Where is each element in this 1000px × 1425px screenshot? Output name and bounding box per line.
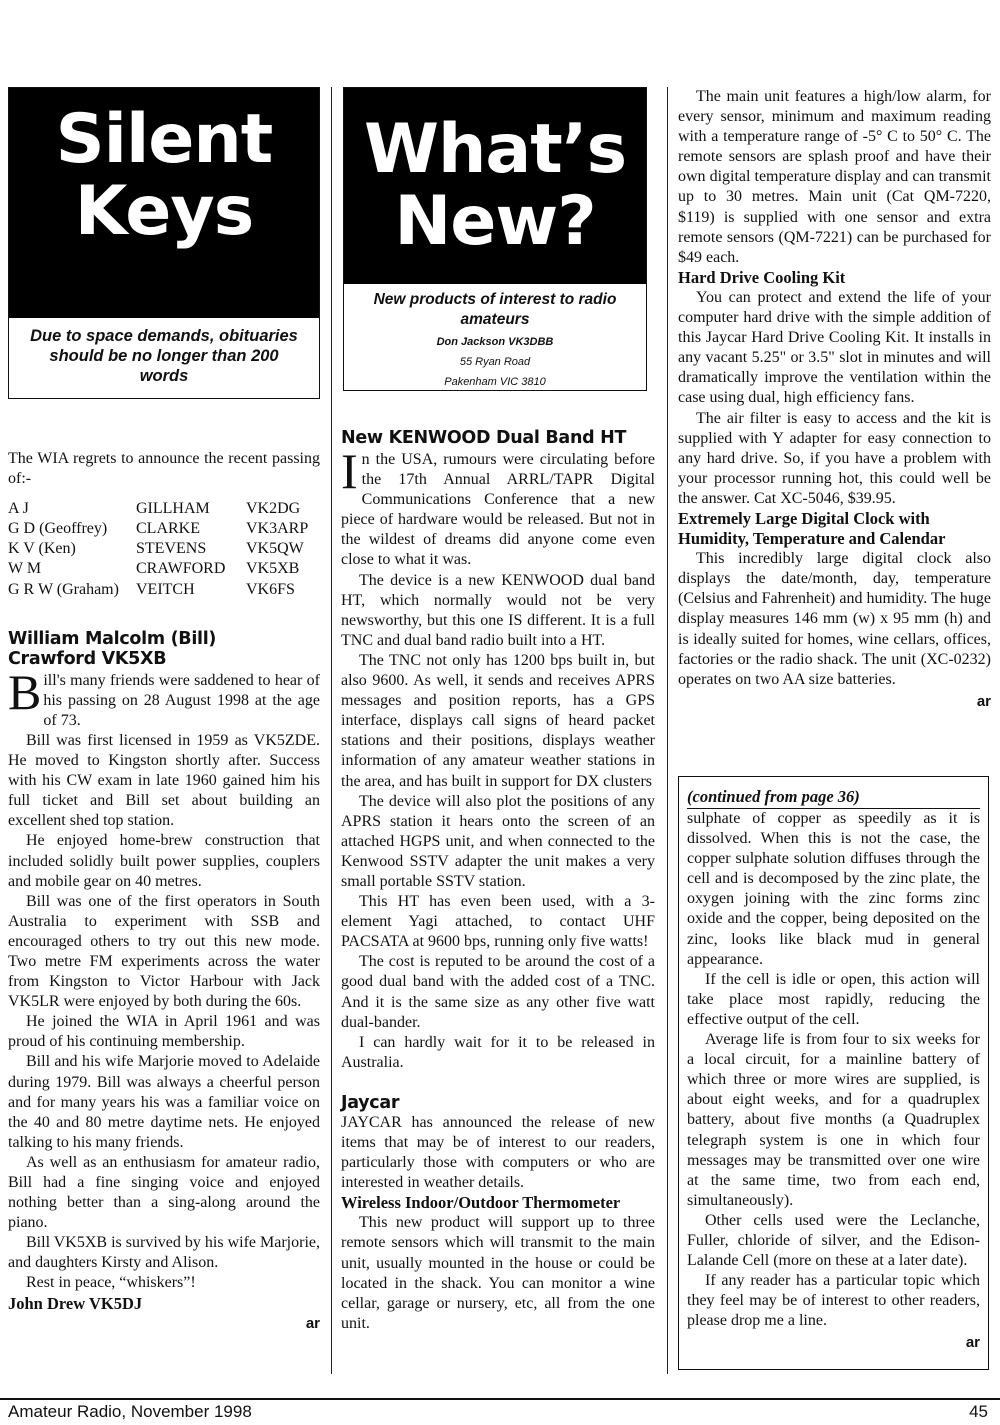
name-surname: CLARKE (136, 520, 200, 538)
silent-keys-names-table (8, 499, 318, 599)
footer-publication: Amateur Radio, November 1998 (8, 1402, 252, 1421)
whats-new-address: Pakenham VIC 3810 (444, 376, 546, 388)
end-mark: ar (976, 692, 991, 710)
hard-drive-paragraph: You can protect and extend the life of your computer hard drive with the simple addition of this Jaycar Hard Drive Cooling Kit. It installs in any vacant 5.25" or 3.5" slot in minutes and will dramatically improve the ventilation within the case using dual, high efficiency fans. (678, 288, 991, 407)
name-row (8, 580, 318, 600)
obituary-paragraph: He joined the WIA in April 1961 and was proud of his continuing membership. (8, 1013, 320, 1051)
name-row (8, 559, 318, 579)
thermometer-paragraph: The main unit features a high/low alarm, for every sensor, minimum and maximum reading with a temperature range of -5° C to 50° C. The remote sensors are splash proof and have their own digital temperature display and can transmit up to 30 metres. Main unit (Cat QM-7220, $119) is supplied with one sensor and extra remote sensors (QM-7221) can be purchased for $49 each. (678, 88, 991, 266)
jaycar-paragraph: JAYCAR has announced the release of new items that may be of interest to our readers, particularly those with computers or who are interested in weather details. (341, 1113, 655, 1192)
name-row (8, 539, 318, 559)
silent-keys-title-line2: Keys (74, 172, 254, 251)
kenwood-paragraph: The cost is reputed to be around the cost of a good dual band with the added cost of a TNC. And it is the same size as any other five watt dual-bander. (341, 953, 655, 1031)
name-given: W M (8, 560, 42, 578)
obituary-heading: William Malcolm (Bill) Crawford VK5XB (8, 628, 217, 669)
name-row (8, 499, 318, 519)
silent-keys-column (8, 87, 320, 1334)
clock-paragraph: This incredibly large digital clock also displays the date/month, day, temperature (Celsius and Fahrenheit) and humidity. The huge display measures 146 mm (w) x 95 mm (h) and is ideally suited for homes, wine cellars, offices, factories or the radio shack. The unit (XC-0232) operates on two AA size batteries. (678, 550, 991, 688)
name-surname: VEITCH (136, 580, 195, 598)
thermometer-heading: Wireless Indoor/Outdoor Thermometer (341, 1193, 621, 1213)
kenwood-dropcap: I (341, 443, 358, 499)
silent-keys-intro: The WIA regrets to announce the recent passing of:- (8, 450, 320, 488)
kenwood-heading: New KENWOOD Dual Band HT (341, 428, 627, 448)
kenwood-paragraph: I can hardly wait for it to be released in Australia. (341, 1033, 655, 1071)
silent-keys-title-line1: Silent (55, 100, 273, 179)
obituary-paragraph: As well as an enthusiasm for amateur radio, Bill had a fine singing voice and enjoyed nothing better than a sing-along around the piano. (8, 1153, 320, 1232)
jaycar-continued-column (678, 87, 991, 712)
silent-keys-note: Due to space demands, obituaries should be no longer than 200 words (30, 327, 298, 385)
continued-paragraph: Other cells used were the Leclanche, Fuller, chloride of silver, and the Edison-Lalande Cell (more on these at a later date). (687, 1211, 980, 1270)
clock-heading: Extremely Large Digital Clock with Humidity, Temperature and Calendar (678, 508, 946, 549)
name-surname: STEVENS (136, 540, 207, 558)
silent-keys-title-box (8, 87, 320, 399)
name-row (8, 519, 318, 539)
name-callsign: VK5XB (246, 560, 300, 578)
obituary-author: John Drew VK5DJ (8, 1293, 143, 1313)
end-mark: ar (305, 1314, 320, 1332)
obituary-dropcap: B (8, 663, 42, 720)
kenwood-paragraph: The device is a new KENWOOD dual band HT, which normally would not be very newsworthy, but this one IS different. It is a full TNC and dual band radio built into a HT. (341, 571, 655, 649)
kenwood-paragraph: This HT has even been used, with a 3-element Yagi attached, to contact UHF PACSATA at 9600 bps, running only five watts! (341, 893, 655, 951)
name-given: A J (8, 500, 29, 518)
silent-keys-banner (9, 88, 319, 318)
continued-paragraph: sulphate of copper as speedily as it is dissolved. When this is not the case, the copper sulphate solution diffuses through the cell and is decomposed by the zinc plate, the oxygen joining with the zinc forms zinc oxide and the copper, being deposited on the zinc, looks like black mud in general appearance. (687, 810, 980, 968)
continued-heading: (continued from page 36) (687, 787, 860, 806)
whats-new-title-box (343, 87, 647, 391)
continued-box (678, 776, 989, 1370)
column-divider (667, 87, 668, 1374)
name-surname: CRAWFORD (136, 560, 226, 578)
whats-new-column (341, 87, 655, 1334)
whats-new-banner (344, 88, 646, 284)
column-divider (331, 87, 332, 1374)
footer-rule (0, 1398, 1000, 1400)
obituary-paragraph: Rest in peace, “whiskers”! (26, 1274, 196, 1292)
kenwood-paragraph: n the USA, rumours were circulating before the 17th Annual ARRL/TAPR Digital Communications Conference that a new piece of hardware would be released. But not in the wildest of dreams did anyone come even close to what it was. (341, 451, 655, 569)
hard-drive-heading: Hard Drive Cooling Kit (678, 267, 846, 287)
kenwood-paragraph: The TNC not only has 1200 bps built in, but also 9600. As well, it sends and receives APRS messages and position reports, has a GPS interface, displays call signs of heard packet stations and their positions, displays weather information of any amateur weather stations in the area, and has built in support for DX clusters (341, 651, 655, 790)
name-given: G D (Geoffrey) (8, 520, 108, 538)
whats-new-title-line2: New? (394, 182, 596, 261)
obituary-paragraph: Bill and his wife Marjorie moved to Adelaide during 1979. Bill was always a cheerful person and for many years his was a familiar voice on the 40 and 80 metre daytime nets. He enjoyed talking to his many friends. (8, 1053, 320, 1151)
hard-drive-paragraph: The air filter is easy to access and the kit is supplied with Y adapter for easy connection to any hard drive. So, if you have a problem with your processor running hot, this could well be the answer. Cat XC-5046, $39.95. (678, 409, 991, 507)
end-mark: ar (965, 1334, 980, 1352)
thermometer-paragraph: This new product will support up to three remote sensors which will transmit to the main unit, usually mounted in the house or could be located in the shack. You can monitor a wine cellar, garage or nursery, etc, all from the one unit. (341, 1214, 655, 1332)
obituary-paragraph: Bill VK5XB is survived by his wife Marjorie, and daughters Kirsty and Alison. (8, 1234, 320, 1272)
whats-new-subtitle: New products of interest to radio amateurs (373, 291, 617, 328)
whats-new-author: Don Jackson VK3DBB (436, 336, 554, 348)
name-callsign: VK6FS (246, 580, 295, 598)
obituary-paragraph: Bill was first licensed in 1959 as VK5ZDE. He moved to Kingston shortly after. Success with his CW exam in late 1960 gained him his full ticket and Bill set about building an excellent shed top station. (8, 731, 320, 830)
continued-paragraph: If any reader has a particular topic which they feel may be of interest to other readers, please drop me a line. (687, 1272, 980, 1330)
whats-new-address: 55 Ryan Road (459, 356, 531, 368)
whats-new-title-line1: What’s (363, 110, 627, 189)
obituary-paragraph: He enjoyed home-brew construction that included solidly built power supplies, couplers and mobile gear on 40 metres. (8, 832, 320, 890)
continued-paragraph: If the cell is idle or open, this action will take place most rapidly, reducing the effective output of the cell. (687, 970, 980, 1028)
footer-page-number: 45 (969, 1402, 988, 1421)
name-callsign: VK3ARP (246, 520, 309, 538)
continued-paragraph: Average life is from four to six weeks for a local circuit, for a mainline battery of which three or more wires are supplied, is about eight weeks, and for a quadruplex battery, about five months (a Quadruplex telegraph system is one in which four messages may be transmitted over one wire at the same time, two from each end, simultaneously). (687, 1031, 980, 1209)
name-given: K V (Ken) (8, 540, 76, 558)
obituary-paragraph: ill's many friends were saddened to hear of his passing on 28 August 1998 at the age of 73. (43, 671, 320, 729)
kenwood-paragraph: The device will also plot the positions of any APRS station it hears onto the screen of an attached HGPS unit, and when connected to the Kenwood SSTV adapter the unit makes a very small portable SSTV station. (341, 792, 655, 890)
name-callsign: VK5QW (246, 540, 304, 558)
jaycar-heading: Jaycar (341, 1092, 400, 1113)
name-callsign: VK2DG (246, 500, 301, 518)
name-surname: GILLHAM (136, 500, 210, 518)
name-given: G R W (Graham) (8, 580, 119, 598)
obituary-paragraph: Bill was one of the first operators in South Australia to experiment with SSB and encouraged others to try out this new mode. Two metre FM experiments across the water from Kingston to Victor Harbour with Jack VK5LR were enjoyed by both during the 60s. (8, 892, 320, 1011)
